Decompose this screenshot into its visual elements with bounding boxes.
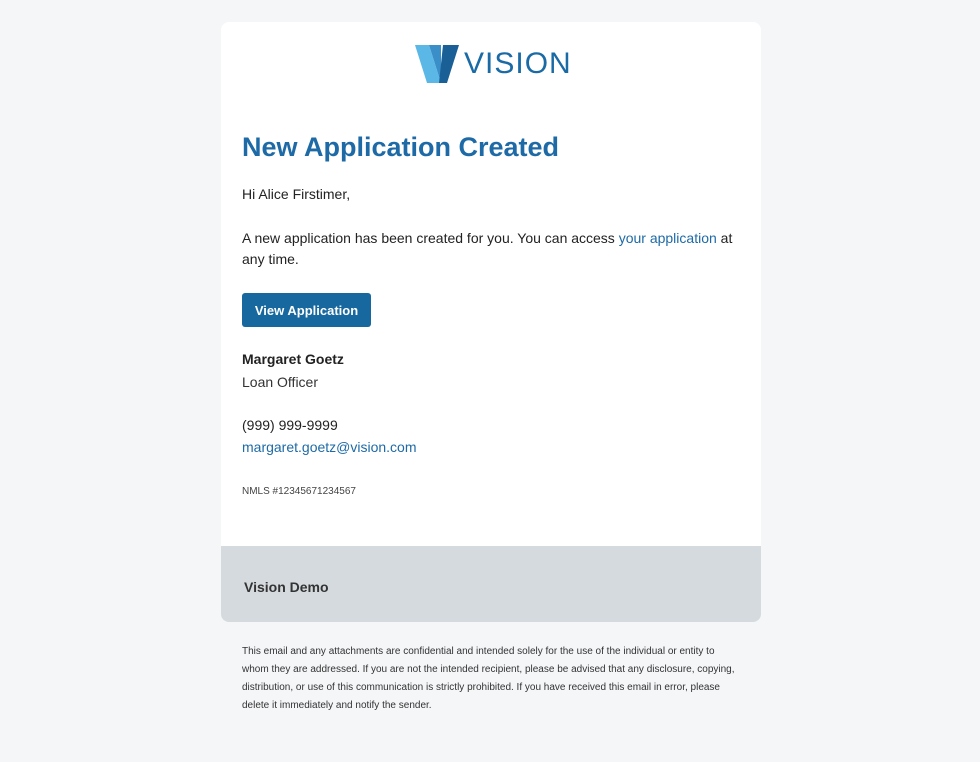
- signature-name: Margaret Goetz: [242, 351, 344, 367]
- footer-company-name: Vision Demo: [244, 579, 329, 595]
- logo-wordmark: VISION: [464, 47, 572, 80]
- nmls-number: NMLS #12345671234567: [242, 486, 356, 497]
- your-application-link[interactable]: your application: [618, 230, 717, 246]
- signature-phone: (999) 999-9999: [242, 417, 338, 433]
- body-text-after-link: at any time.: [242, 230, 733, 267]
- signature-email-link[interactable]: margaret.goetz@vision.com: [242, 439, 417, 455]
- greeting-text: Hi Alice Firstimer,: [242, 186, 351, 202]
- email-title: New Application Created: [242, 132, 560, 162]
- email-card: [221, 22, 761, 622]
- confidentiality-disclaimer: This email and any attachments are confidential and intended solely for the use of the individual or entity to whom they are addressed. If you are not the intended recipient, please be advised that any disclosure, copying, distribution, or use of this communication is strictly prohibited. If you have received this email in error, please delete it immediately and notify the sender.: [242, 646, 735, 711]
- vision-v-logo-icon: [415, 45, 461, 83]
- vision-logo: [415, 44, 575, 84]
- body-paragraph: [242, 228, 742, 270]
- view-application-button[interactable]: View Application: [242, 293, 371, 327]
- footer-band: [221, 546, 761, 622]
- body-text-before-link: A new application has been created for you. You can access: [242, 230, 619, 246]
- signature-role: Loan Officer: [242, 374, 319, 390]
